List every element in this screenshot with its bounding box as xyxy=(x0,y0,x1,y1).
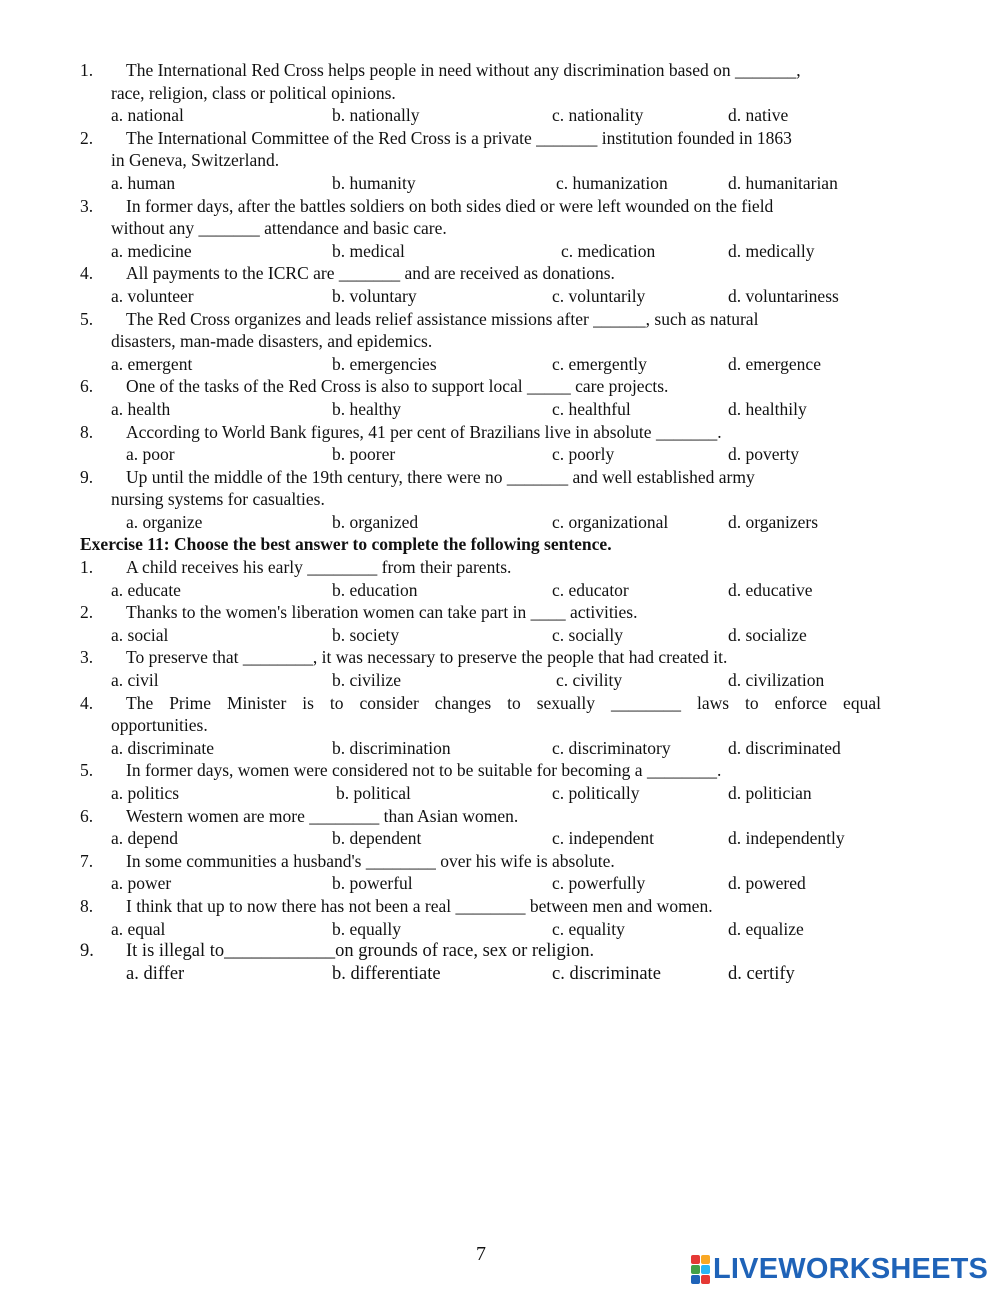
option-d[interactable]: d. poverty xyxy=(728,444,799,465)
question-text: Thanks to the women's liberation women can take part in ____ activities. xyxy=(126,602,638,623)
question-text: Up until the middle of the 19th century, there were no _______ and well established army xyxy=(126,466,755,487)
option-a[interactable]: a. human xyxy=(111,172,176,193)
question-text: One of the tasks of the Red Cross is also to support local _____ care projects. xyxy=(126,376,669,397)
option-c[interactable]: c. nationality xyxy=(552,105,644,126)
question-text: According to World Bank figures, 41 per cent of Brazilians live in absolute _______. xyxy=(126,421,722,442)
question-number: 9. xyxy=(80,941,94,962)
question-text: In former days, after the battles soldiers on both sides died or were left wounded on the field xyxy=(126,195,774,216)
question-ex10-4 xyxy=(80,262,885,307)
question-text: The International Committee of the Red Cross is a private _______ institution founded in 1863 xyxy=(126,127,792,148)
question-ex11-7 xyxy=(80,850,885,895)
question-text: The Red Cross organizes and leads relief assistance missions after ______, such as natural xyxy=(126,308,759,329)
option-d[interactable]: d. certify xyxy=(728,963,795,984)
option-d[interactable]: d. equalize xyxy=(728,918,804,939)
option-d[interactable]: d. educative xyxy=(728,579,813,600)
question-ex10-1 xyxy=(80,59,885,127)
option-d[interactable]: d. independently xyxy=(728,828,845,849)
question-ex10-3 xyxy=(80,195,885,263)
question-number: 1. xyxy=(80,60,94,80)
option-a[interactable]: a. emergent xyxy=(111,353,193,374)
option-a[interactable]: a. differ xyxy=(126,963,185,984)
worksheet-content xyxy=(80,59,885,985)
option-c[interactable]: c. powerfully xyxy=(552,873,646,894)
question-number: 4. xyxy=(80,263,94,284)
option-b[interactable]: b. poorer xyxy=(332,444,396,465)
option-c[interactable]: c. emergently xyxy=(552,353,647,374)
question-text-cont: opportunities. xyxy=(111,715,208,736)
option-c[interactable]: c. healthful xyxy=(552,398,631,419)
option-d[interactable]: d. healthily xyxy=(728,398,807,419)
option-b[interactable]: b. nationally xyxy=(332,105,420,126)
option-c[interactable]: c. discriminate xyxy=(552,963,661,984)
question-text: All payments to the ICRC are _______ and are received as donations. xyxy=(126,263,615,284)
question-text-cont: in Geneva, Switzerland. xyxy=(111,150,280,171)
liveworksheets-logo[interactable] xyxy=(691,1252,988,1286)
question-number: 5. xyxy=(80,760,94,781)
option-a[interactable]: a. national xyxy=(111,105,184,126)
option-a[interactable]: a. medicine xyxy=(111,240,192,261)
question-number: 3. xyxy=(80,647,94,668)
option-c[interactable]: c. equality xyxy=(552,918,625,939)
question-ex11-2 xyxy=(80,601,885,646)
page-number: 7 xyxy=(476,1243,486,1265)
question-text-cont: race, religion, class or political opinions. xyxy=(111,82,396,103)
option-c[interactable]: c. medication xyxy=(561,240,656,261)
option-d[interactable]: d. humanitarian xyxy=(728,172,838,193)
question-number: 2. xyxy=(80,602,94,623)
question-text: In former days, women were considered not to be suitable for becoming a ________. xyxy=(126,760,722,781)
question-number: 6. xyxy=(80,805,94,826)
question-number: 7. xyxy=(80,850,94,871)
question-text: Western women are more ________ than Asian women. xyxy=(126,805,519,826)
question-number: 2. xyxy=(80,127,94,148)
option-a[interactable]: a. educate xyxy=(111,579,181,600)
question-number: 9. xyxy=(80,466,94,487)
option-d[interactable]: d. voluntariness xyxy=(728,285,839,306)
question-text: The Prime Minister is to consider changes to sexually ________ laws to enforce equal xyxy=(126,692,881,713)
option-c[interactable]: c. poorly xyxy=(552,444,615,465)
option-a[interactable]: a. health xyxy=(111,398,171,419)
option-b[interactable]: b. society xyxy=(332,624,400,645)
option-a[interactable]: a. social xyxy=(111,624,169,645)
option-b[interactable]: b. equally xyxy=(332,918,402,939)
option-b[interactable]: b. medical xyxy=(332,240,405,261)
question-text: The International Red Cross helps people in need without any discrimination based on _______, xyxy=(126,60,801,80)
option-d[interactable]: d. medically xyxy=(728,240,815,261)
option-a[interactable]: a. discriminate xyxy=(111,737,215,758)
option-b[interactable]: b. education xyxy=(332,579,418,600)
option-c[interactable]: c. discriminatory xyxy=(552,737,671,758)
option-a[interactable]: a. equal xyxy=(111,918,166,939)
option-b[interactable]: b. humanity xyxy=(332,172,416,193)
option-b[interactable]: b. civilize xyxy=(332,670,402,691)
option-a[interactable]: a. depend xyxy=(111,828,179,849)
question-ex11-3 xyxy=(80,646,885,691)
option-a[interactable]: a. poor xyxy=(126,444,175,465)
question-text-cont: without any _______ attendance and basic care. xyxy=(111,218,447,239)
option-c[interactable]: c. politically xyxy=(552,783,640,803)
option-c[interactable]: c. independent xyxy=(552,828,655,849)
question-ex11-1 xyxy=(80,556,885,601)
question-text: It is illegal to____________on grounds of race, sex or religion. xyxy=(126,941,595,962)
question-ex11-6 xyxy=(80,805,885,850)
option-c[interactable]: c. humanization xyxy=(556,172,668,193)
liveworksheets-logo-text: LIVEWORKSHEETS xyxy=(713,1252,989,1285)
option-b[interactable]: b. discrimination xyxy=(332,737,451,758)
question-ex11-9 xyxy=(80,940,885,985)
option-c[interactable]: c. socially xyxy=(552,624,623,645)
option-a[interactable]: a. civil xyxy=(111,670,159,691)
option-b[interactable]: b. differentiate xyxy=(332,963,441,984)
option-d[interactable]: d. socialize xyxy=(728,624,807,645)
question-number: 1. xyxy=(80,557,94,578)
option-d[interactable]: d. organizers xyxy=(728,511,819,532)
question-ex11-4 xyxy=(80,692,885,760)
question-ex11-5 xyxy=(80,759,885,804)
option-d[interactable]: d. politician xyxy=(728,783,812,803)
option-a[interactable]: a. politics xyxy=(111,783,180,803)
option-b[interactable]: b. powerful xyxy=(332,873,413,894)
question-number: 5. xyxy=(80,308,94,329)
question-number: 3. xyxy=(80,195,94,216)
question-ex10-6 xyxy=(80,375,885,420)
question-number: 4. xyxy=(80,692,94,713)
question-number: 6. xyxy=(80,376,94,397)
option-d[interactable]: d. civilization xyxy=(728,670,825,691)
question-ex10-8 xyxy=(80,421,885,466)
question-number: 8. xyxy=(80,421,94,442)
option-b[interactable]: b. voluntary xyxy=(332,285,417,306)
option-c[interactable]: c. voluntarily xyxy=(552,285,646,306)
exercise-heading: Exercise 11: Choose the best answer to complete the following sentence. xyxy=(80,534,612,555)
option-b[interactable]: b. healthy xyxy=(332,398,402,419)
option-b[interactable]: b. dependent xyxy=(332,828,422,849)
question-text-cont: nursing systems for casualties. xyxy=(111,489,325,510)
question-ex10-5 xyxy=(80,308,885,376)
liveworksheets-logo-icon xyxy=(691,1254,711,1284)
option-b[interactable]: b. organized xyxy=(332,511,419,532)
question-text: In some communities a husband's ________ over his wife is absolute. xyxy=(126,850,615,871)
option-b[interactable]: b. political xyxy=(336,783,411,803)
question-text-cont: disasters, man-made disasters, and epidemics. xyxy=(111,331,433,352)
question-ex11-8 xyxy=(80,895,885,940)
option-b[interactable]: b. emergencies xyxy=(332,353,437,374)
option-d[interactable]: d. powered xyxy=(728,873,806,894)
option-a[interactable]: a. power xyxy=(111,873,172,894)
question-text: I think that up to now there has not been a real ________ between men and women. xyxy=(126,895,713,916)
option-c[interactable]: c. organizational xyxy=(552,511,669,532)
question-number: 8. xyxy=(80,895,94,916)
option-c[interactable]: c. civility xyxy=(556,670,623,691)
question-text: To preserve that ________, it was necessary to preserve the people that had created it. xyxy=(126,647,728,668)
option-c[interactable]: c. educator xyxy=(552,579,629,600)
option-a[interactable]: a. organize xyxy=(126,511,203,532)
option-d[interactable]: d. discriminated xyxy=(728,737,841,758)
option-d[interactable]: d. native xyxy=(728,105,789,126)
question-text: A child receives his early ________ from their parents. xyxy=(126,557,512,578)
option-d[interactable]: d. emergence xyxy=(728,353,821,374)
question-ex10-2 xyxy=(80,127,885,195)
question-ex10-9 xyxy=(80,466,885,534)
option-a[interactable]: a. volunteer xyxy=(111,285,194,306)
